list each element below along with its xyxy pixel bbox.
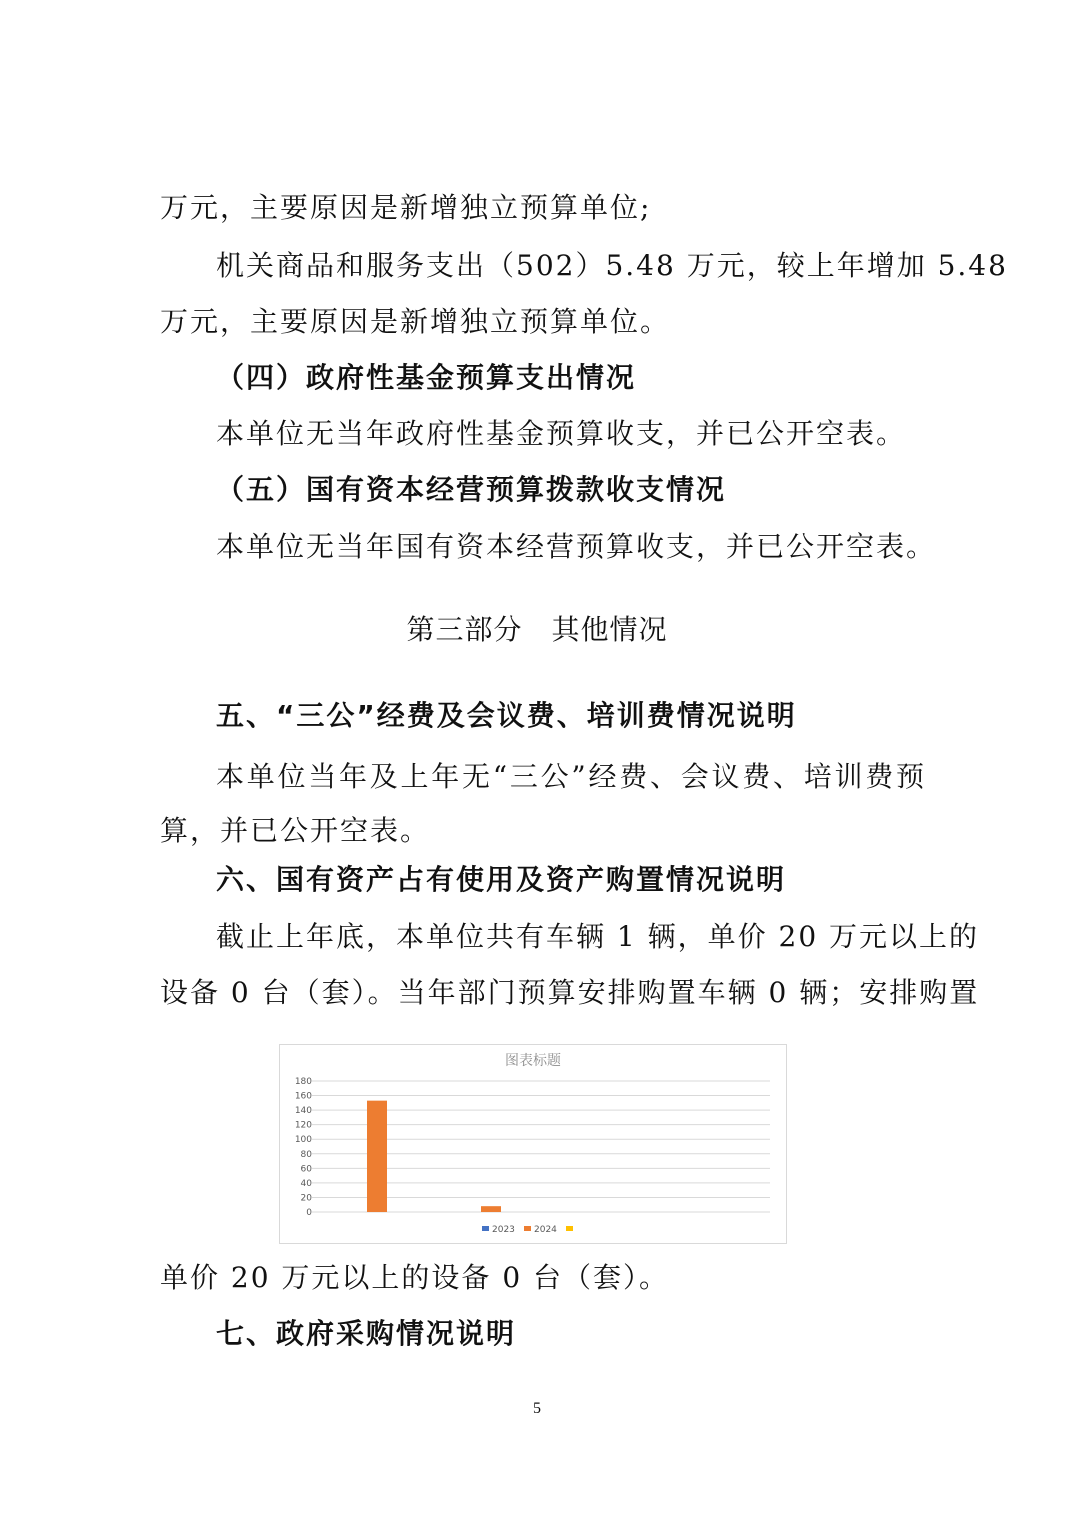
body-text-line: 本单位无当年政府性基金预算收支，并已公开空表。: [216, 417, 907, 450]
body-text-line: 截止上年底，本单位共有车辆 1 辆，单价 20 万元以上的: [216, 920, 980, 953]
y-tick-label: 0: [306, 1208, 312, 1218]
legend-label: 2023: [492, 1225, 515, 1235]
section-heading: 五、“三公”经费及会议费、培训费情况说明: [216, 699, 797, 732]
chart-title: 图表标题: [505, 1053, 561, 1069]
bar-2024: [367, 1101, 387, 1212]
body-text-line: 万元，主要原因是新增独立预算单位;: [160, 191, 652, 224]
y-tick-label: 160: [294, 1091, 312, 1102]
bar-chart: [279, 1044, 787, 1244]
y-tick-label: 80: [300, 1149, 312, 1160]
y-tick-label: 40: [300, 1178, 312, 1189]
y-tick-label: 120: [294, 1120, 312, 1131]
y-tick-label: 140: [294, 1106, 312, 1117]
part-title: 第三部分 其他情况: [406, 613, 668, 646]
subsection-heading: （四）政府性基金预算支出情况: [216, 361, 637, 394]
bar-2024: [481, 1206, 501, 1212]
legend-swatch: [524, 1226, 531, 1231]
body-text-line: 算，并已公开空表。: [160, 814, 431, 847]
section-heading: 六、国有资产占有使用及资产购置情况说明: [216, 863, 787, 896]
body-text-line: 设备 0 台（套）。当年部门预算安排购置车辆 0 辆；安排购置: [160, 976, 980, 1009]
body-text-line: 本单位当年及上年无“三公”经费、会议费、培训费预: [216, 760, 926, 793]
body-text-line: 机关商品和服务支出（502）5.48 万元，较上年增加 5.48: [216, 249, 1008, 282]
y-tick-label: 100: [294, 1135, 312, 1146]
section-heading: 七、政府采购情况说明: [216, 1317, 517, 1350]
y-tick-label: 180: [294, 1077, 312, 1087]
chart-canvas: [280, 1045, 786, 1243]
page-number: 5: [533, 1400, 541, 1417]
legend-swatch: [482, 1226, 489, 1231]
legend-swatch: [566, 1226, 573, 1231]
body-text-line: 单价 20 万元以上的设备 0 台（套）。: [160, 1261, 670, 1294]
legend-label: 2024: [534, 1225, 557, 1235]
body-text-line: 本单位无当年国有资本经营预算收支，并已公开空表。: [216, 530, 937, 563]
y-tick-label: 20: [300, 1193, 312, 1204]
body-text-line: 万元，主要原因是新增独立预算单位。: [160, 305, 671, 338]
y-tick-label: 60: [300, 1164, 312, 1175]
subsection-heading: （五）国有资本经营预算拨款收支情况: [216, 473, 727, 506]
